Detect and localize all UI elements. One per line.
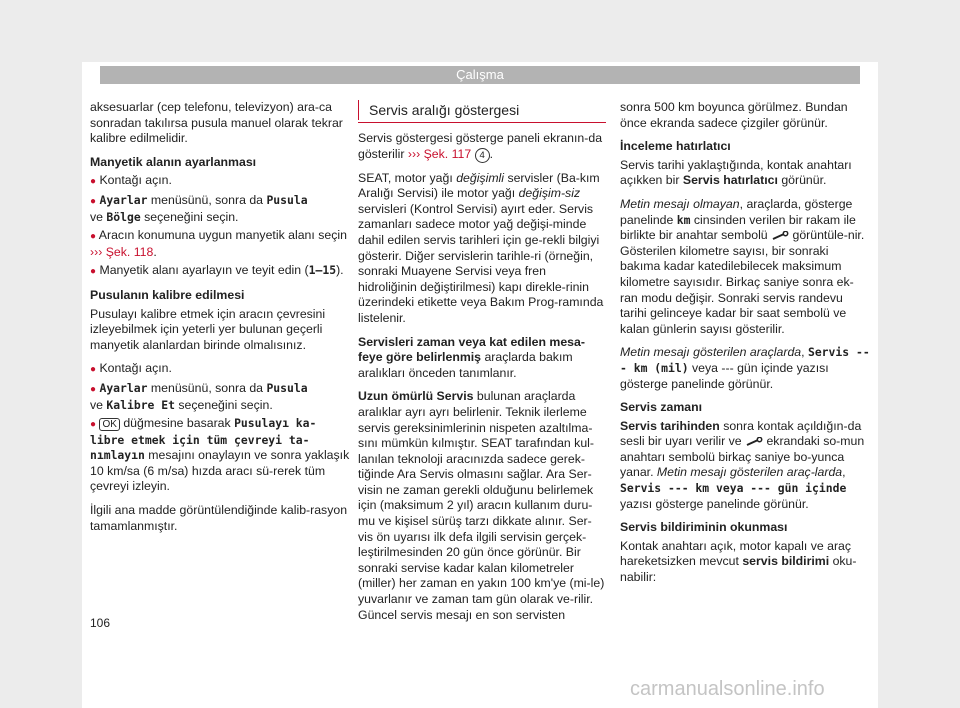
figure-reference-link[interactable]: ››› Şek. 118	[90, 244, 154, 259]
paragraph: Uzun ömürlü Servis bulunan araçlarda aralıklar ayrı ayrı belirlenir. Teknik ilerleme servis gereksinimlerinin nispeten azaltılma-sını mümkün kılmıştır. SEAT tarafından kul-lanılan teknoloji aracınızda sadece gerek-tiğinde Ara Servis olmasını sağlar. Ara Ser-visin ne zaman gerekli olduğunu belirlemek için (maksimum 2 yıl) aracın kullanım duru-mu ve kişisel sürüş tarzı dikkate alınır. Ser-vis ön uyarısı ilk defa ilgili servisin gerçek-leştirilmesinden 20 gün önce görünür. Bir sonraki servise kadar kalan kilometreler (miller) her zaman en yakın 100 km'ye (mi-le) yuvarlanır ve zaman tam gün olarak ve-rilir. Güncel servis mesajı en son servisten	[358, 389, 605, 622]
wrench-icon	[771, 231, 789, 241]
list-item: ● Kontağı açın.	[90, 173, 172, 188]
paragraph: Servis tarihinden sonra kontak açıldığın-da sesli bir uyarı verilir ve ekrandaki so-mun anahtarı sembolü birkaç saniye bo-yunca yanar. Metin mesajı gösterilen araç-larda, Servis --- km veya --- gün içinde yazısı gösterge panelinde görünür.	[620, 418, 865, 511]
list-item: ● Kontağı açın.	[90, 361, 172, 376]
section-heading: Manyetik alanın ayarlanması	[90, 154, 257, 169]
section-heading: Servis bildiriminin okunması	[620, 520, 788, 535]
list-item: ● Ayarlar menüsünü, sonra da Pusula ve Bölge seçeneğini seçin.	[90, 192, 308, 224]
page-number: 106	[90, 616, 111, 630]
paragraph: Servisleri zaman veya kat edilen mesa-feye göre belirlenmiş araçlarda bakım aralıkları önceden tanımlanır.	[358, 334, 585, 380]
list-item: ● Aracın konumuna uygun manyetik alanı seçin ››› Şek. 118.	[90, 228, 347, 259]
column-left	[90, 100, 350, 542]
paragraph: İlgili ana madde görüntülendiğinde kalib-rasyon tamamlanmıştır.	[90, 503, 348, 533]
section-heading: Pusulanın kalibre edilmesi	[90, 287, 245, 302]
bullet-icon: ●	[90, 195, 97, 207]
ok-button-icon: OK	[99, 418, 119, 431]
paragraph: aksesuarlar (cep telefonu, televizyon) ara-ca sonradan takılırsa pusula manuel olarak tekrar kalibre edilmelidir.	[90, 100, 343, 146]
bullet-icon: ●	[90, 419, 97, 431]
column-right	[620, 100, 870, 594]
watermark: carmanualsonline.info	[630, 678, 825, 700]
bullet-icon: ●	[90, 266, 97, 278]
paragraph: Metin mesajı gösterilen araçlarda, Servis --- km (mil) veya --- gün içinde yazısı gösterge panelinde görünür.	[620, 345, 870, 391]
paragraph: SEAT, motor yağı değişimli servisler (Ba-kım Aralığı Servisi) ile motor yağı değişim-siz servisleri (Kontrol Servisi) ayırt eder. Servis zamanları sadece motor yağ değişi-minde dahil edilen servis tarihleri için ge-rekli bilgiyi gösterir. Diğer servislerin tarihle-ri (örneğin, sonraki Muayene Servisi veya fren hidroliğinin değiştirilmesi) kapı direkle-rinin üzerindeki etikette veya Bakım Prog-ramında listelenir.	[358, 170, 604, 325]
paragraph: Metin mesajı olmayan, araçlarda, gösterge panelinde km cinsinden verilen bir rakam ile birlikte bir anahtar sembolü görüntüle-nir. Gösterilen kilometre sayısı, bir sonraki bakıma kadar katedilebilecek maksimum kilometre sayısıdır. Birkaç saniye sonra ek-ran modu değişir. Sonraki servis randevu tarihi gelinceye kadar bir saat sembolü ve kalan günlerin sayısı gösterilir.	[620, 196, 865, 336]
callout-number-icon: 4	[475, 148, 490, 163]
bullet-icon: ●	[90, 176, 97, 188]
column-middle	[358, 100, 606, 631]
section-title: Servis aralığı göstergesi	[358, 100, 606, 120]
paragraph: Kontak anahtarı açık, motor kapalı ve araç hareketsizken mevcut servis bildirimi oku-nabilir:	[620, 538, 857, 585]
header-bar	[100, 66, 860, 84]
list-item: ● OK düğmesine basarak Pusulayı ka-libre etmek için tüm çevreyi ta-nımlayın mesajını onaylayın ve sonra yaklaşık 10 km/sa (6 m/sa) hızda aracı sü-rerek tüm çevreyi izleyin.	[90, 416, 350, 494]
figure-reference-link[interactable]: ››› Şek. 117	[407, 146, 472, 161]
section-heading: Servis zamanı	[620, 400, 703, 415]
bullet-icon: ●	[90, 383, 97, 395]
bullet-icon: ●	[90, 364, 97, 376]
page-title: Çalışma	[456, 67, 504, 82]
paragraph: Pusulayı kalibre etmek için aracın çevresini izleyebilmek için yeterli yer bulunan geçerli manyetik alanlardan birinde olmalısınız.	[90, 306, 326, 352]
section-heading: İnceleme hatırlatıcı	[620, 139, 731, 154]
list-item: ● Ayarlar menüsünü, sonra da Pusula ve Kalibre Et seçeneğini seçin.	[90, 380, 308, 412]
list-item: ● Manyetik alanı ayarlayın ve teyit edin (1–15).	[90, 263, 344, 278]
paragraph: sonra 500 km boyunca görülmez. Bundan önce ekranda sadece çizgiler görünür.	[620, 100, 848, 130]
paragraph: Servis göstergesi gösterge paneli ekranın-da gösterilir ››› Şek. 117 4 .	[358, 131, 603, 161]
bullet-icon: ●	[90, 231, 97, 243]
paragraph: Servis tarihi yaklaştığında, kontak anahtarı açıkken bir Servis hatırlatıcı görünür.	[620, 157, 852, 188]
wrench-icon	[745, 437, 763, 447]
